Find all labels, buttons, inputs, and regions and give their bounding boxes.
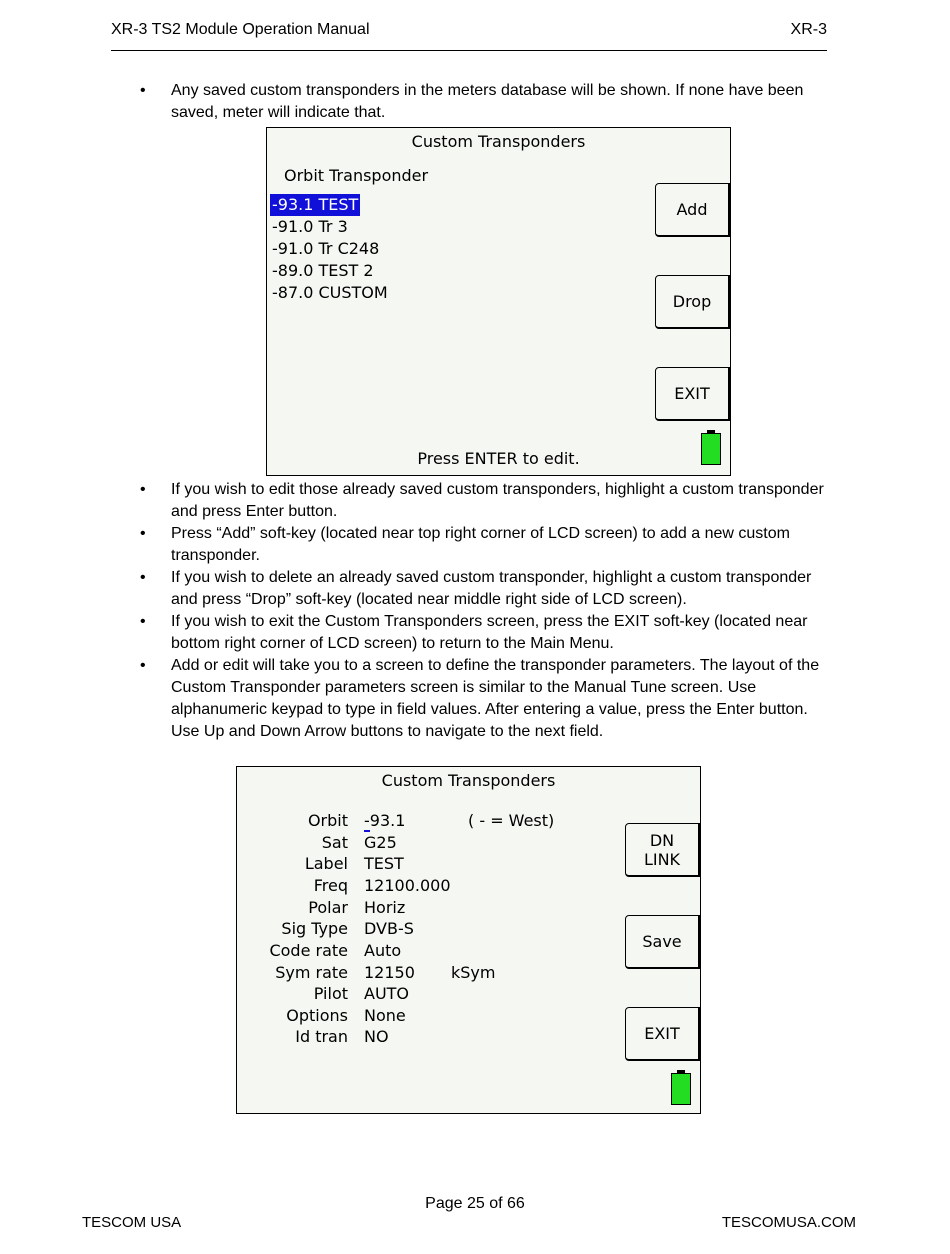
field-label-orbit: Orbit [307,811,348,830]
transponder-item-selected[interactable]: -93.1 TEST [272,195,359,214]
sym-rate-unit: kSym [451,963,496,982]
header-divider [111,50,827,51]
document-title: XR-3 TS2 Module Operation Manual [111,21,370,38]
field-label-pilot: Pilot [313,984,348,1003]
dn-link-label-line2: LINK [643,849,681,869]
save-button[interactable]: Save [625,915,700,969]
dn-link-label-line1: DN [649,830,675,850]
field-label-polar: Polar [308,898,348,917]
field-value-sat[interactable]: G25 [364,833,397,852]
add-button[interactable]: Add [655,183,730,237]
field-value-id-tran[interactable]: NO [364,1027,389,1046]
exit-button[interactable]: EXIT [625,1007,700,1061]
field-label-id-tran: Id tran [295,1027,348,1046]
instruction-bullet-list [140,479,830,743]
field-label-sig-type: Sig Type [281,919,348,938]
field-value-sym-rate[interactable]: 12150 [364,963,415,982]
footer-website: TESCOMUSA.COM [721,1214,856,1231]
screen-title: Custom Transponders [381,771,556,790]
custom-transponder-parameters-screen [236,766,701,1114]
bullet-item: • If you wish to delete an already saved custom transponder, highlight a custom transponder and press “Drop” soft-key (located near middle right side of LCD screen). [140,567,830,611]
field-label-sym-rate: Sym rate [275,963,348,982]
field-label-freq: Freq [313,876,348,895]
orbit-direction-note: ( - = West) [468,811,555,830]
field-label-label: Label [304,854,348,873]
screen-title: Custom Transponders [411,132,586,151]
field-label-code-rate: Code rate [269,941,348,960]
list-header: Orbit Transponder [284,166,429,185]
edit-hint: Press ENTER to edit. [417,449,580,468]
exit-button[interactable]: EXIT [655,367,730,421]
transponder-item[interactable]: -89.0 TEST 2 [272,261,374,280]
field-value-orbit[interactable] [364,811,405,830]
orbit-value-text: 93.1 [369,811,406,830]
field-label-sat: Sat [321,833,348,852]
transponder-item[interactable]: -87.0 CUSTOM [272,283,388,302]
page-number: Page 25 of 66 [425,1195,525,1212]
bullet-item: • Add or edit will take you to a screen to define the transponder parameters. The layout of the Custom Transponder parameters screen is similar to the Manual Tune screen. Use alphanumeric keypad to type in field values. After entering a value, press the Enter button. Use Up and Down Arrow buttons to navigate to the next field. [140,655,830,743]
custom-transponders-list-screen [266,127,731,476]
bullet-item: • Any saved custom transponders in the meters database will be shown. If none have been saved, meter will indicate that. [140,80,830,124]
transponder-item[interactable]: -91.0 Tr 3 [272,217,348,236]
field-value-options[interactable]: None [364,1006,406,1025]
bullet-item: • If you wish to edit those already saved custom transponders, highlight a custom transponder and press Enter button. [140,479,830,523]
field-value-sig-type[interactable]: DVB-S [364,919,414,938]
field-value-label[interactable]: TEST [364,854,404,873]
intro-bullet-list [140,80,830,124]
battery-icon [671,1073,691,1105]
edit-cursor: - [364,811,370,830]
document-model: XR-3 [790,21,827,38]
battery-icon [701,433,721,465]
field-value-freq[interactable]: 12100.000 [364,876,451,895]
field-label-options: Options [286,1006,348,1025]
bullet-item: • If you wish to exit the Custom Transponders screen, press the EXIT soft-key (located near bottom right corner of LCD screen) to return to the Main Menu. [140,611,830,655]
transponder-item[interactable]: -91.0 Tr C248 [272,239,380,258]
dn-link-button[interactable] [625,823,700,877]
field-value-code-rate[interactable]: Auto [364,941,402,960]
bullet-item: • Press “Add” soft-key (located near top right corner of LCD screen) to add a new custom transponder. [140,523,830,567]
field-value-polar[interactable]: Horiz [364,898,406,917]
drop-button[interactable]: Drop [655,275,730,329]
field-value-pilot[interactable]: AUTO [364,984,410,1003]
footer-company: TESCOM USA [82,1214,182,1231]
